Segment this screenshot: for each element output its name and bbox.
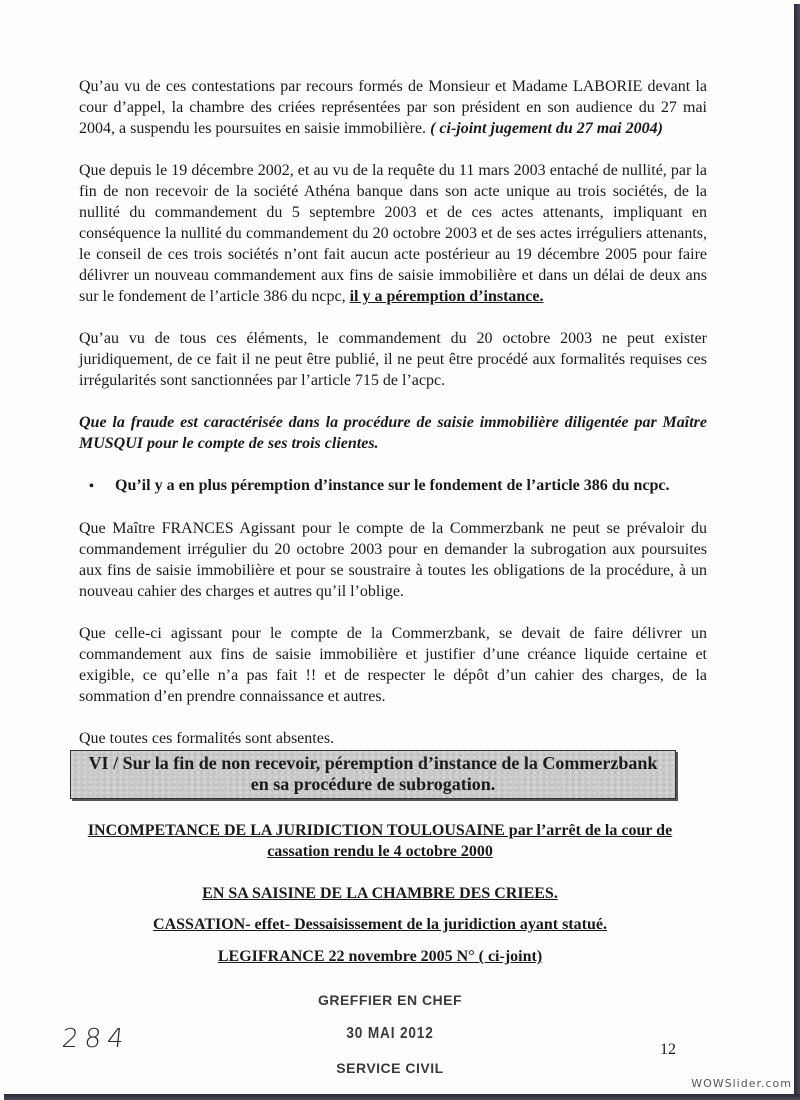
section-heading-box [70,750,676,799]
heading-cassation: CASSATION- effet- Dessaisissement de la juridiction ayant statué. [153,916,607,933]
page-shadow-bottom [4,1094,800,1100]
paragraph-formalites: Que toutes ces formalités sont absentes. [79,730,335,747]
watermark: WOWSlider.com [691,1077,792,1090]
heading-saisine: EN SA SAISINE DE LA CHAMBRE DES CRIEES. [202,885,558,902]
stamp-greffier: GREFFIER EN CHEF [317,992,463,1008]
body-text [79,76,707,749]
heading-legifrance: LEGIFRANCE 22 novembre 2005 N° ( ci-joint) [217,948,543,965]
bullet-item [79,475,707,497]
heading-incompetance: INCOMPETANCE DE LA JURIDICTION TOULOUSAINE par l’arrêt de la cour de cassation rendu le 4 octobre 2000 [87,822,673,860]
section-heading-line-2: en sa procédure de subrogation. [250,774,496,794]
page-shadow-right [794,4,800,1100]
paragraph-fraude: Que la fraude est caractérisée dans la procédure de saisie immobilière diligentée par Maître MUSQUI pour le compte de ses trois clientes. [79,414,707,452]
paragraph-frances: Que Maître FRANCES Agissant pour le compte de la Commerzbank ne peut se prévaloir du commandement irrégulier du 20 octobre 2003 pour en demander la subrogation aux poursuites aux fins de saisie immobilière et pour se soustraire à toutes les obligations de la procédure, à un nouveau cahier des charges et autres qu’il l’oblige. [79,520,707,600]
peremption-emphasis: il y a péremption d’instance. [349,288,544,305]
paragraph-depuis: Que depuis le 19 décembre 2002, et au vu de la requête du 11 mars 2003 entaché de nullité, par la fin de non recevoir de la société Athéna banque dans son acte unique au trois sociétés, de la nullité du commandement du 5 septembre 2003 et de ces actes attenants, impliquant en conséquence la nullité du commandement du 20 octobre 2003 et de ses actes irréguliers attenants, le conseil de ces trois sociétés n’ont fait aucun acte postérieur au 19 décembre 2005 pour faire délivrer un nouveau commandement aux fins de saisie immobilière et dans un délai de deux ans sur le fondement de l’article 386 du ncpc, il y a péremption d’instance. [79,162,707,305]
bullet-text: Qu’il y a en plus péremption d’instance sur le fondement de l’article 386 du ncpc. [115,477,670,494]
section-heading-line-1: VI / Sur la fin de non recevoir, péremption d’instance de la Commerzbank [88,753,658,773]
ci-joint-reference: ( ci-joint jugement du 27 mai 2004) [430,120,663,137]
paragraph-contestations: Qu’au vu de ces contestations par recours formés de Monsieur et Madame LABORIE devant la cour d’appel, la chambre des criées représentées par son président en son audience du 27 mai 2004, a suspendu les poursuites en saisie immobilière. ( ci-joint jugement du 27 mai 2004) [79,78,707,137]
paragraph-celle-ci: Que celle-ci agissant pour le compte de la Commerzbank, se devait de faire délivrer un commandement aux fins de saisie immobilière et justifier d’une créance liquide certaine et exigible, ce qu’elle n’a pas fait !! et de respecter le dépôt d’un cahier des charges, de la sommation d’en prendre connaissance et autres. [79,625,707,705]
paragraph-elements: Qu’au vu de tous ces éléments, le commandement du 20 octobre 2003 ne peut exister juridiquement, de ce fait il ne peut être publié, il ne peut être procédé aux formalités requises ces irrégularités sont sanctionnées par l’article 715 de l’acpc. [79,330,707,389]
page-number: 12 [660,1041,676,1058]
stamp-service: SERVICE CIVIL [336,1060,444,1076]
bullet-icon: • [89,479,94,494]
handwritten-number: 284 [60,1024,132,1054]
stamp-date: 30 MAI 2012 [346,1025,434,1042]
